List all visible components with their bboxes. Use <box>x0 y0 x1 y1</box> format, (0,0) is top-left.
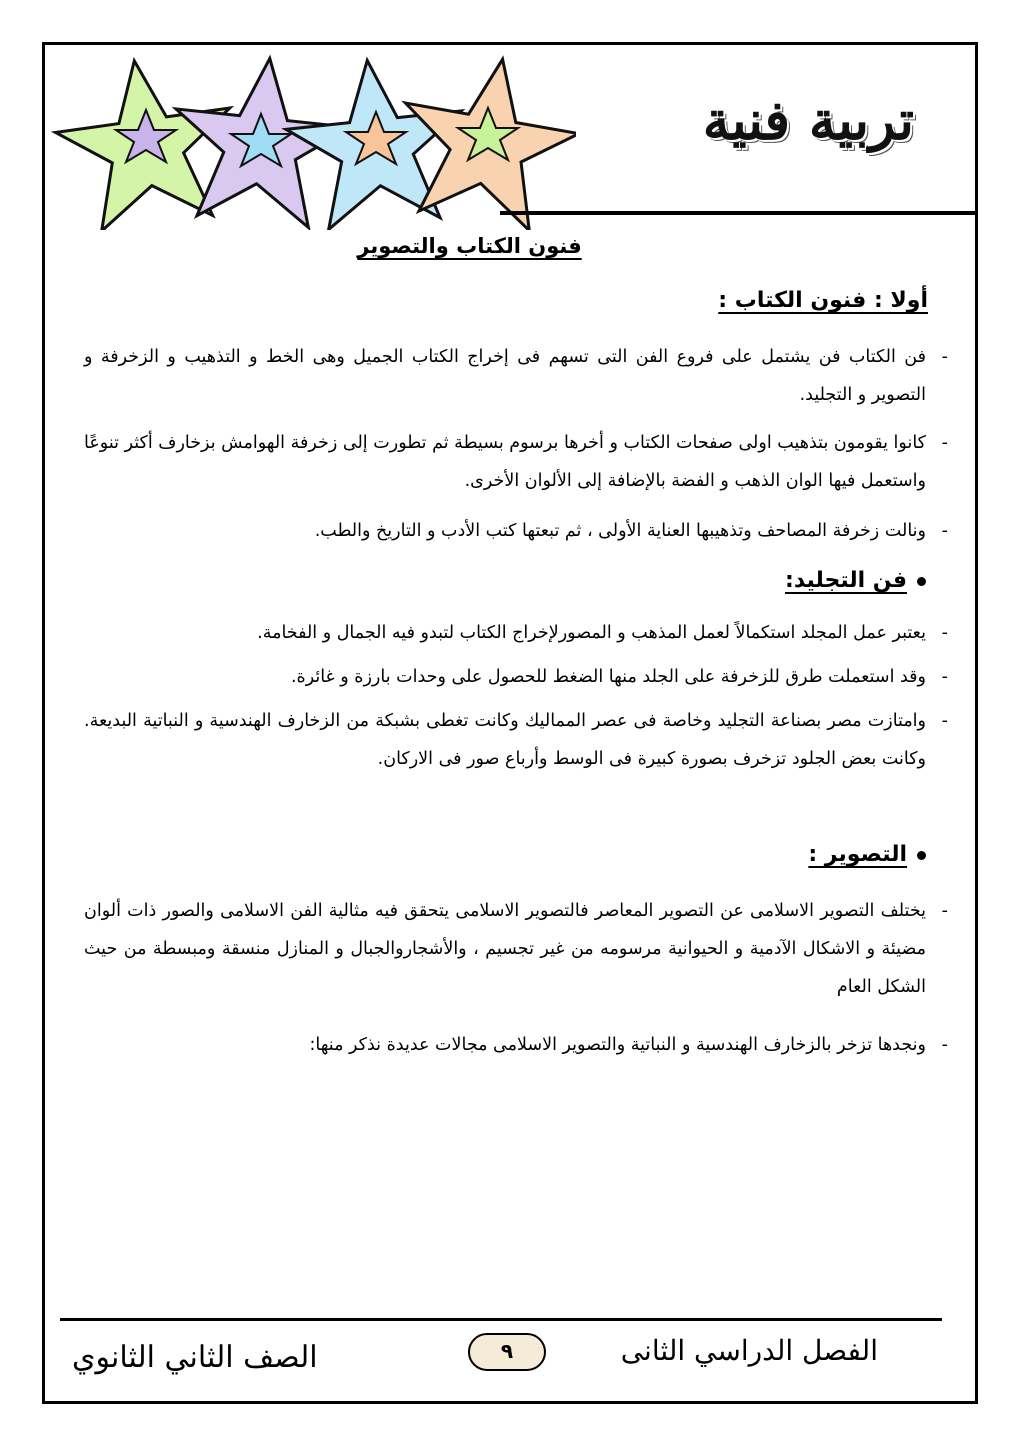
main-title: فنون الكتاب والتصوير <box>357 234 582 258</box>
list-item: - وامتازت مصر بصناعة التجليد وخاصة فى عصر المماليك وكانت تغطى بشبكة من الزخارف الهندسية و النباتية البديعة. وكانت بعض الجلود تزخرف بصورة كبيرة فى الوسط وأرباع صور فى الاركان. <box>84 711 948 769</box>
section-heading-painting: التصوير : <box>808 842 926 867</box>
section-heading-binding: فن التجليد: <box>785 568 926 593</box>
section-heading-book-arts: أولا : فنون الكتاب : <box>718 288 928 313</box>
list-item: - يعتبر عمل المجلد استكمالاً لعمل المذهب و المصورلإخراج الكتاب لتبدو فيه الجمال و الفخامة. <box>257 623 948 643</box>
list-item: - كانوا يقومون بتذهيب اولى صفحات الكتاب و أخرها برسوم بسيطة ثم تطورت إلى زخرفة الهوامش بزخارف أكثر تنوعًا واستعمل فيها الوان الذهب و الفضة بالإضافة إلى الألوان الأخرى. <box>84 433 948 491</box>
page-header-title: تربية فنية <box>702 88 914 152</box>
header-divider <box>500 211 978 215</box>
bullet-icon <box>917 577 926 586</box>
bullet-icon <box>917 851 926 860</box>
list-item: - يختلف التصوير الاسلامى عن التصوير المعاصر فالتصوير الاسلامى يتحقق فيه مثالية الفن الاسلامى والصور ذات ألوان مضيئة و الاشكال الآدمية و الحيوانية مرسومه من غير تجسيم ، والأشجاروالجبال و المنازل منسقة ومبسطة من حيث الشكل العام <box>84 901 948 997</box>
list-item: - فن الكتاب فن يشتمل على فروع الفن التى تسهم فى إخراج الكتاب الجميل وهى الخط و التذهيب و الزخرفة و التصوير و التجليد. <box>84 347 948 405</box>
footer-divider <box>60 1318 942 1321</box>
list-item: - ونالت زخرفة المصاحف وتذهيبها العناية الأولى ، ثم تبعتها كتب الأدب و التاريخ والطب. <box>314 521 948 541</box>
page-number-badge: ٩ <box>468 1333 546 1371</box>
list-item: - وقد استعملت طرق للزخرفة على الجلد منها الضغط للحصول على وحدات بارزة و غائرة. <box>290 667 948 687</box>
footer-grade: الصف الثاني الثانوي <box>72 1340 318 1375</box>
list-item: - ونجدها تزخر بالزخارف الهندسية و النباتية والتصوير الاسلامى مجالات عديدة نذكر منها: <box>309 1035 948 1055</box>
decorative-stars <box>46 50 576 230</box>
footer-semester: الفصل الدراسي الثانى <box>620 1334 878 1367</box>
